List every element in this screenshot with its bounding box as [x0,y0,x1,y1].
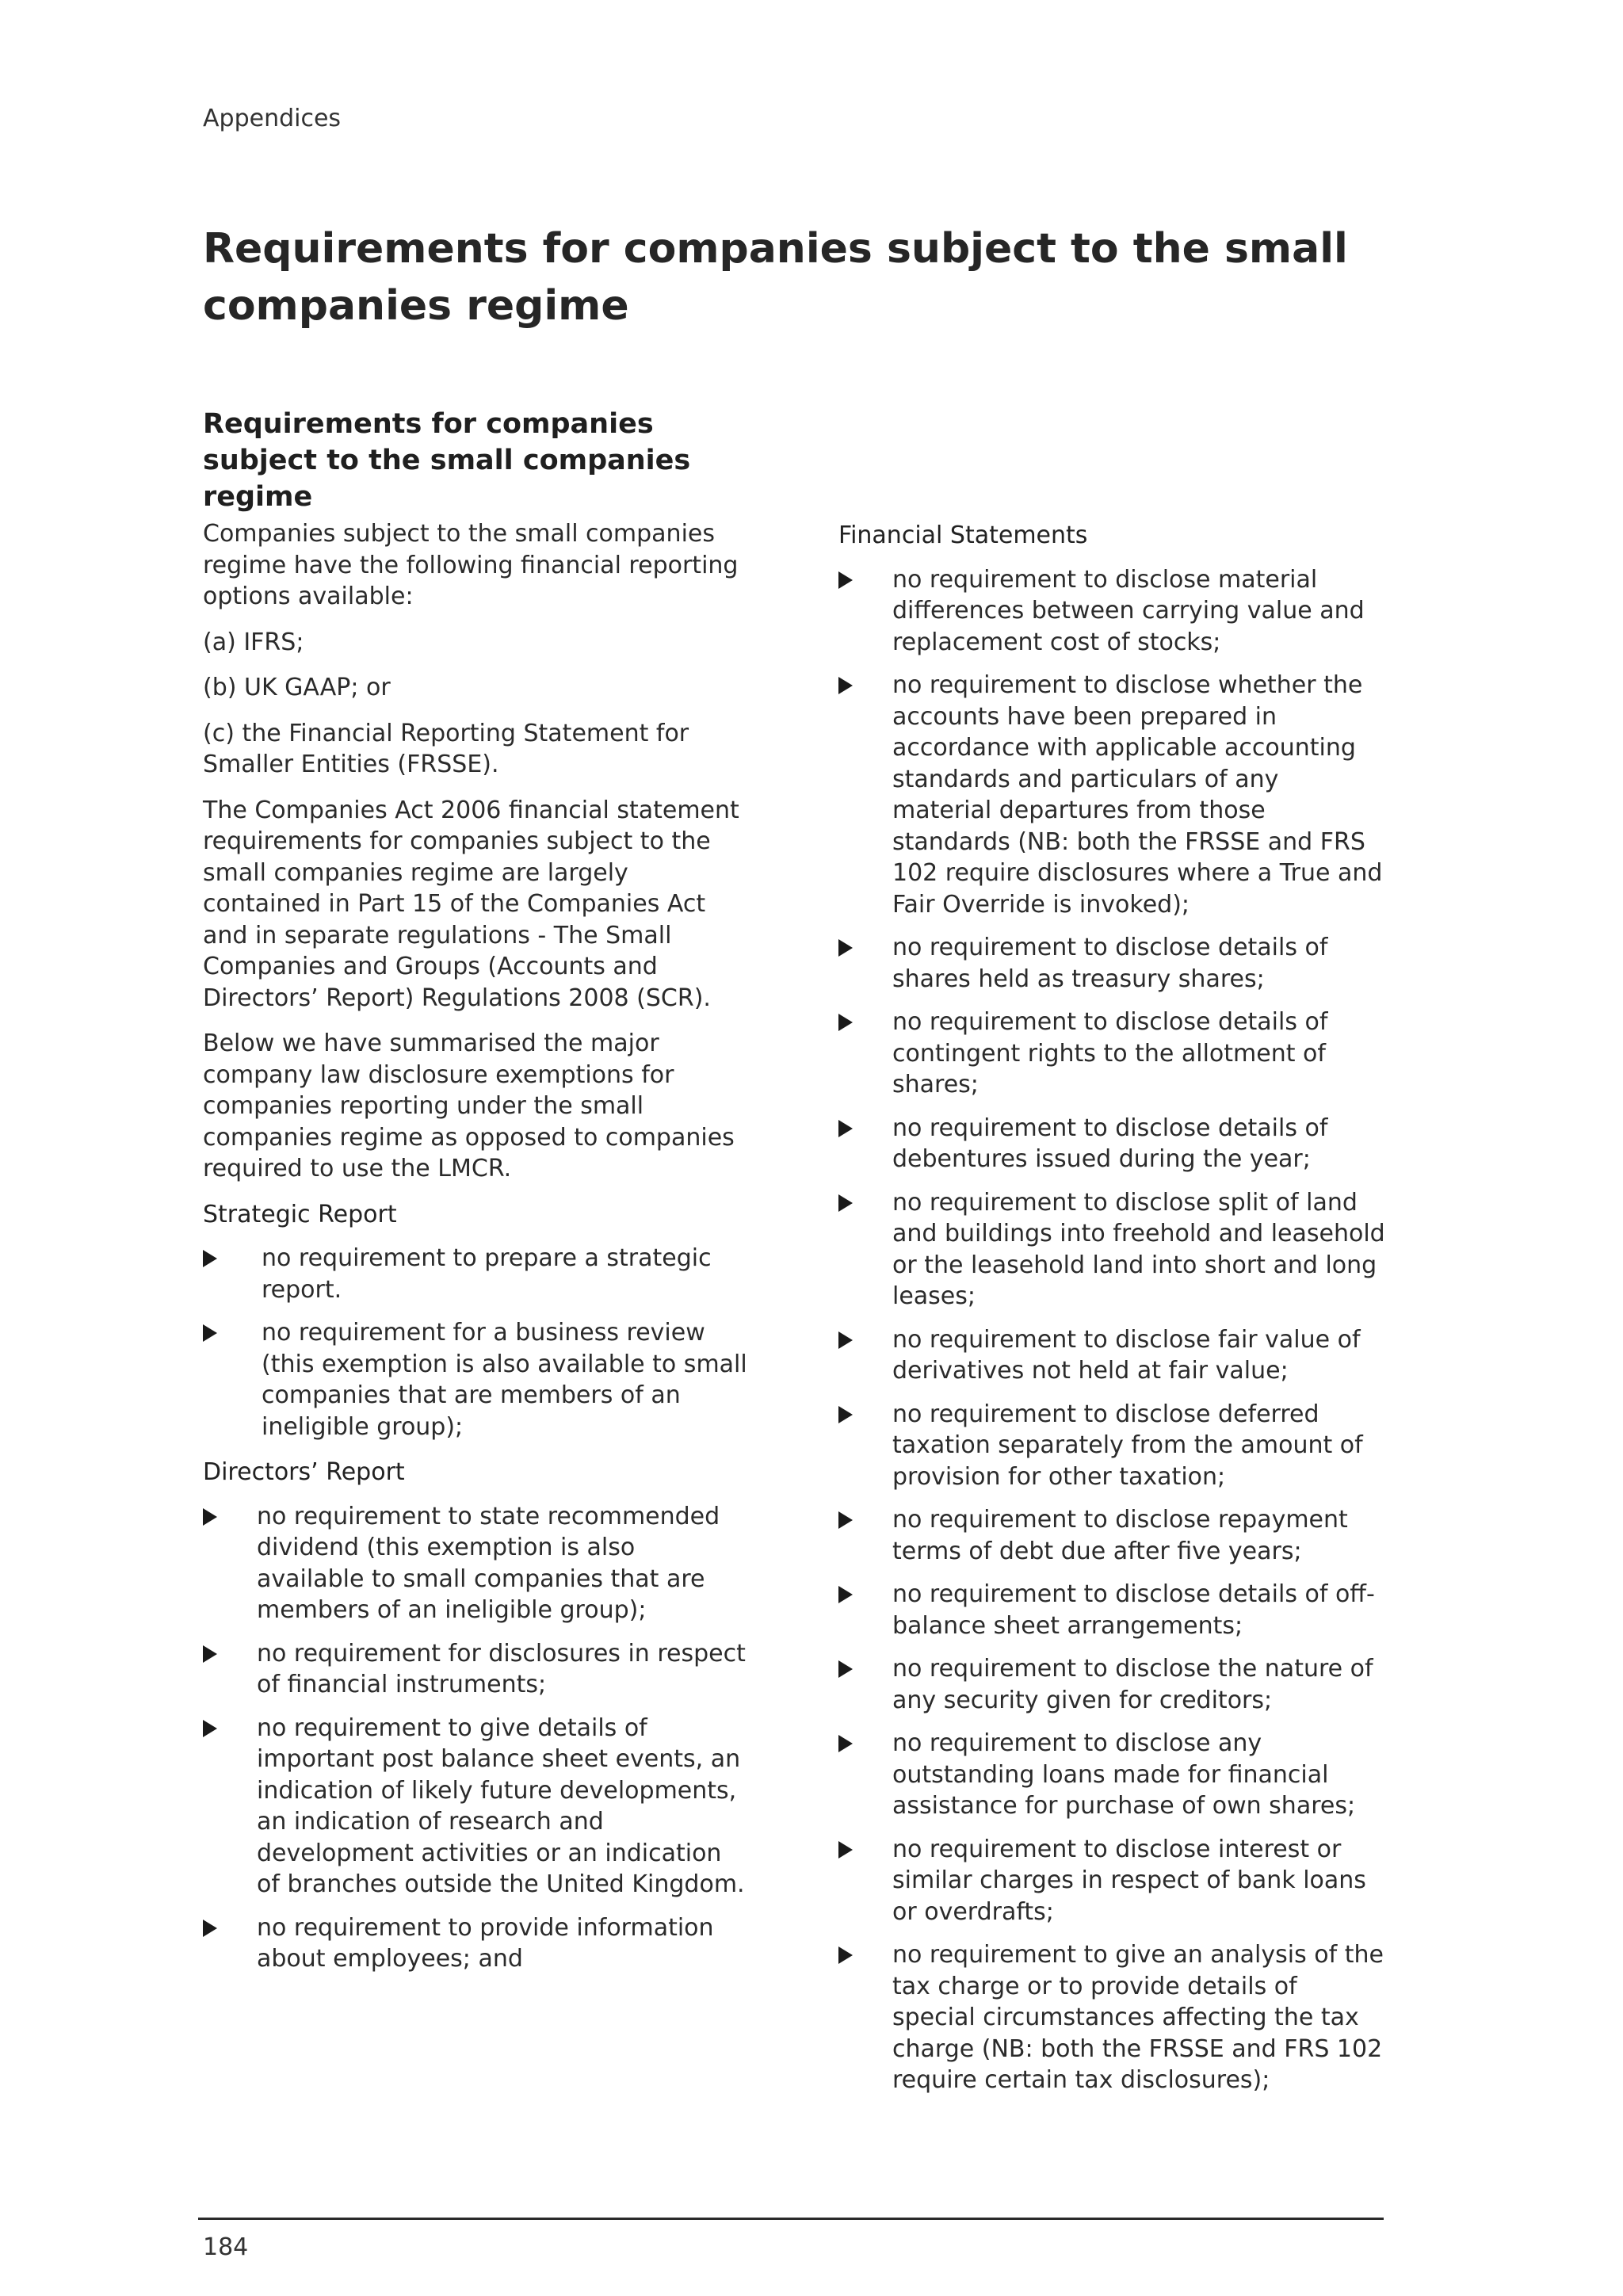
triangle-bullet-icon [838,1660,853,1678]
financial-statements-list [838,564,1385,2096]
triangle-bullet-icon [203,1920,217,1937]
page-number: 184 [203,2233,249,2261]
footer-rule [198,2218,1384,2220]
list-item [838,1653,1385,1716]
option-a: (a) IFRS; [203,628,304,656]
triangle-bullet-icon [838,1841,853,1859]
triangle-bullet-icon [838,1735,853,1752]
list-item [838,1324,1385,1387]
list-item-text: no requirement to disclose deferred taxation separately from the amount of provision for other taxation; [892,1400,1363,1491]
triangle-bullet-icon [838,571,853,589]
list-item-text: no requirement to disclose split of land and buildings into freehold and leasehold or the leasehold land into short and long leases; [892,1188,1385,1310]
financial-statements-heading: Financial Statements [838,521,1088,549]
triangle-bullet-icon [838,1406,853,1423]
section-heading: Requirements for companies subject to the small companies regime [203,408,691,513]
intro-paragraph: Companies subject to the small companies regime have the following financial reporting options available: [203,520,739,610]
summary-paragraph: Below we have summarised the major company law disclosure exemptions for companies reporting under the small companies regime as opposed to companies required to use the LMCR. [203,1030,735,1182]
triangle-bullet-icon [838,677,853,694]
list-item [203,1243,750,1305]
list-item-text: no requirement for a business review (this exemption is also available to small companies that are members of an ineligible group); [262,1319,747,1441]
triangle-bullet-icon [838,1120,853,1137]
list-item-text: no requirement to disclose details of contingent rights to the allotment of shares; [892,1008,1328,1098]
list-item-text: no requirement to disclose fair value of derivatives not held at fair value; [892,1325,1361,1385]
triangle-bullet-icon [203,1324,217,1342]
list-item [203,1317,750,1442]
list-item-text: no requirement to disclose repayment terms of debt due after five years; [892,1506,1348,1565]
list-item-text: no requirement to disclose details of shares held as treasury shares; [892,934,1328,993]
triangle-bullet-icon [838,939,853,957]
page-title: Requirements for companies subject to the small companies regime [203,225,1348,330]
list-item-text: no requirement to disclose whether the accounts have been prepared in accordance with applicable accounting standards and particulars of any material departures from those standards (NB: both the FRSSE and FRS 102 require disclosures where a True and Fair Override is invoked); [892,671,1383,919]
triangle-bullet-icon [838,1586,853,1603]
list-item-text: no requirement to disclose material differences between carrying value and replacement cost of stocks; [892,565,1365,656]
triangle-bullet-icon [203,1250,217,1267]
list-item [838,1113,1385,1175]
triangle-bullet-icon [838,1946,853,1964]
list-item [203,1713,750,1901]
list-item-text: no requirement for disclosures in respect of financial instruments; [257,1639,746,1698]
left-column [203,406,750,1989]
list-item [838,1399,1385,1493]
strategic-report-list [203,1243,750,1442]
list-item-text: no requirement to provide information about employees; and [257,1913,714,1973]
triangle-bullet-icon [838,1511,853,1529]
directors-report-list [203,1501,750,1975]
option-c: (c) the Financial Reporting Statement for Smaller Entities (FRSSE). [203,719,689,778]
list-item [838,1007,1385,1101]
list-item [838,1939,1385,2096]
list-item [838,932,1385,995]
list-item-text: no requirement to disclose details of off-balance sheet arrangements; [892,1580,1375,1640]
triangle-bullet-icon [838,1014,853,1031]
list-item [838,1504,1385,1567]
list-item [203,1638,750,1701]
list-item-text: no requirement to disclose any outstanding loans made for financial assistance for purchase of own shares; [892,1729,1356,1820]
triangle-bullet-icon [203,1720,217,1737]
triangle-bullet-icon [838,1331,853,1349]
right-column [838,520,1385,2111]
list-item [838,1579,1385,1641]
list-item-text: no requirement to give an analysis of the tax charge or to provide details of special circumstances affecting the tax charge (NB: both the FRSSE and FRS 102 require certain tax disclosures); [892,1941,1384,2094]
directors-report-heading: Directors’ Report [203,1458,405,1486]
list-item [838,1728,1385,1822]
list-item-text: no requirement to give details of important post balance sheet events, an indication of likely future developments, an indication of research and development activities or an indication of branches outside the United Kingdom. [257,1713,745,1898]
triangle-bullet-icon [203,1645,217,1663]
running-header: Appendices [203,105,342,132]
list-item-text: no requirement to prepare a strategic report. [262,1244,712,1304]
option-b: (b) UK GAAP; or [203,674,391,701]
list-item [203,1501,750,1626]
list-item-text: no requirement to disclose the nature of any security given for creditors; [892,1655,1373,1714]
list-item-text: no requirement to disclose interest or similar charges in respect of bank loans or overdrafts; [892,1835,1366,1926]
list-item [838,670,1385,920]
list-item-text: no requirement to state recommended dividend (this exemption is also available to small companies that are members of an ineligible group); [257,1502,720,1624]
list-item [838,564,1385,659]
companies-act-paragraph: The Companies Act 2006 financial statement requirements for companies subject to the small companies regime are largely contained in Part 15 of the Companies Act and in separate regulations - The Small Companies and Groups (Accounts and Directors’ Report) Regulations 2008 (SCR). [203,796,739,1012]
triangle-bullet-icon [838,1194,853,1212]
triangle-bullet-icon [203,1508,217,1526]
list-item-text: no requirement to disclose details of debentures issued during the year; [892,1114,1328,1173]
list-item [838,1834,1385,1928]
strategic-report-heading: Strategic Report [203,1200,397,1228]
list-item [838,1187,1385,1312]
list-item [203,1912,750,1975]
